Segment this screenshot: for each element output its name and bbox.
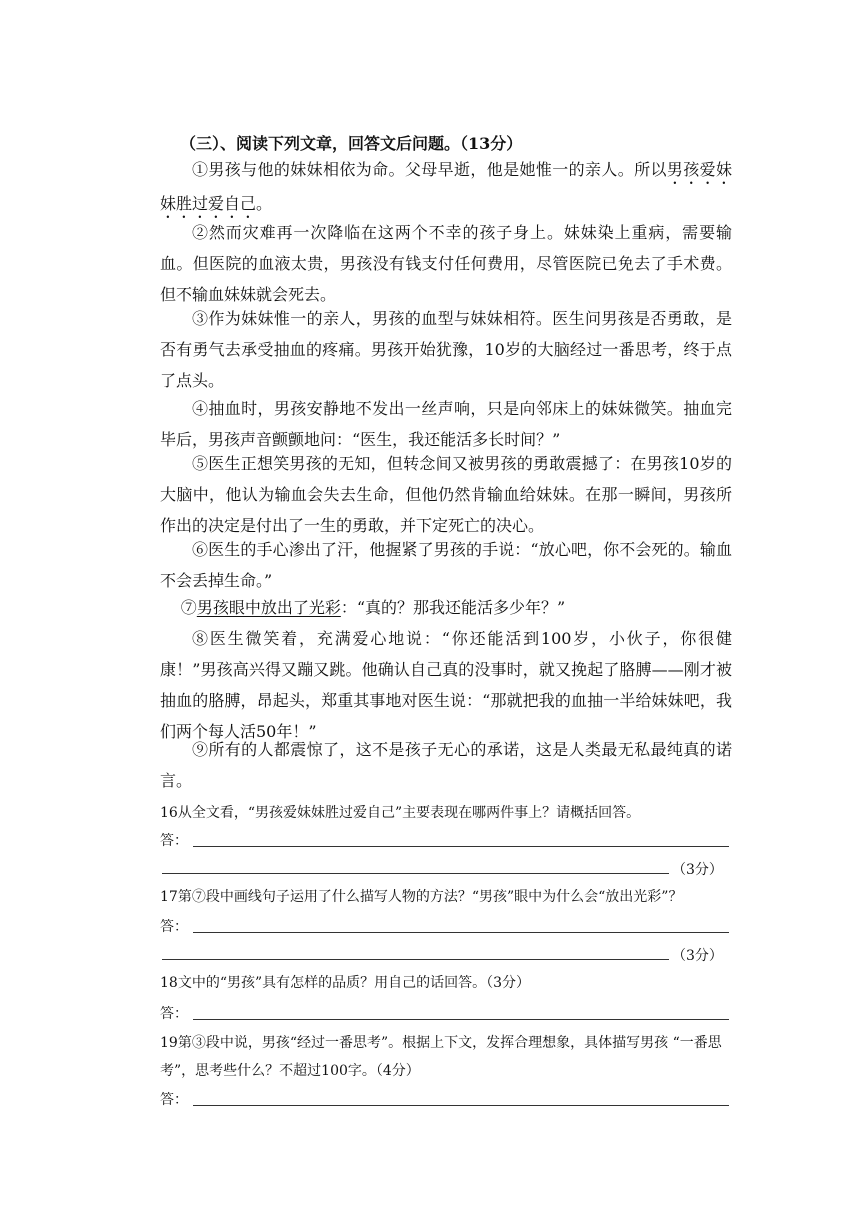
underlined-sentence: 男孩眼中放出了光彩 [196, 598, 341, 617]
answer-line-16a[interactable] [193, 846, 729, 847]
answer-label-19: 答： [160, 1092, 188, 1108]
section-heading: （三）、阅读下列文章，回答文后问题。（13分） [180, 134, 523, 153]
paragraph-1 [160, 154, 732, 222]
paragraph-8: ⑧医生微笑着，充满爱心地说：“你还能活到100岁，小伙子，你很健康！”男孩高兴得又蹦又跳。他确认自己真的没事时，就又挽起了胳膊——刚才被抽血的胳膊，昂起头，郑重其事地对医生说：“那就把我的血抽一半给妹妹吧，我们两个每人活50年！” [160, 629, 732, 741]
question-16-score: （3分） [672, 862, 723, 878]
paragraph-7-text: ：“真的？那我还能活多少年？” [340, 598, 566, 617]
question-18: 18文中的“男孩”具有怎样的品质？用自己的话回答。（3分） [160, 975, 531, 991]
paragraph-7-number: ⑦ [180, 598, 197, 617]
answer-label-16: 答： [160, 833, 188, 849]
question-19: 19第③段中说，男孩“经过一番思考”。根据上下文，发挥合理想象，具体描写男孩 “一番思考”，思考些什么？不超过100字。（4分） [160, 1035, 722, 1079]
paragraph-2: ②然而灾难再一次降临在这两个不幸的孩子身上。妹妹染上重病，需要输血。但医院的血液太贵，男孩没有钱支付任何费用，尽管医院已免去了手术费。但不输血妹妹就会死去。 [160, 223, 732, 304]
paragraph-3: ③作为妹妹惟一的亲人，男孩的血型与妹妹相符。医生问男孩是否勇敢，是否有勇气去承受抽血的疼痛。男孩开始犹豫，10岁的大脑经过一番思考，终于点了点头。 [160, 309, 732, 390]
answer-label-17: 答： [160, 919, 188, 935]
paragraph-5: ⑤医生正想笑男孩的无知，但转念间又被男孩的勇敢震撼了：在男孩10岁的大脑中，他认为输血会失去生命，但他仍然肯输血给妹妹。在那一瞬间，男孩所作出的决定是付出了一生的勇敢，并下定死亡的决心。 [160, 454, 732, 535]
answer-line-18[interactable] [193, 1019, 729, 1020]
answer-line-19[interactable] [193, 1105, 729, 1106]
paragraph-6: ⑥医生的手心渗出了汗，他握紧了男孩的手说：“放心吧，你不会死的。输血不会丢掉生命。” [160, 540, 732, 590]
answer-label-18: 答： [160, 1006, 188, 1022]
answer-line-17a[interactable] [193, 932, 729, 933]
question-17-score: （3分） [672, 948, 723, 964]
answer-line-16b[interactable] [162, 873, 669, 874]
paragraph-1-text: ①男孩与他的妹妹相依为命。父母早逝，他是她惟一的亲人。所以 [192, 160, 667, 179]
question-17: 17第⑦段中画线句子运用了什么描写人物的方法？“男孩”眼中为什么会“放出光彩”？ [160, 889, 683, 905]
paragraph-9: ⑨所有的人都震惊了，这不是孩子无心的承诺，这是人类最无私最纯真的诺言。 [160, 740, 732, 790]
paragraph-7 [160, 592, 732, 623]
emphasized-sentence: 男孩爱妹妹胜过爱自己 [160, 160, 732, 213]
paragraph-4: ④抽血时，男孩安静地不发出一丝声响，只是向邻床上的妹妹微笑。抽血完毕后，男孩声音颤颤地问：“医生，我还能活多长时间？” [160, 399, 732, 449]
paragraph-1-end: 。 [256, 194, 273, 213]
question-16: 16从全文看，“男孩爱妹妹胜过爱自己”主要表现在哪两件事上？请概括回答。 [160, 805, 641, 821]
answer-line-17b[interactable] [162, 959, 669, 960]
